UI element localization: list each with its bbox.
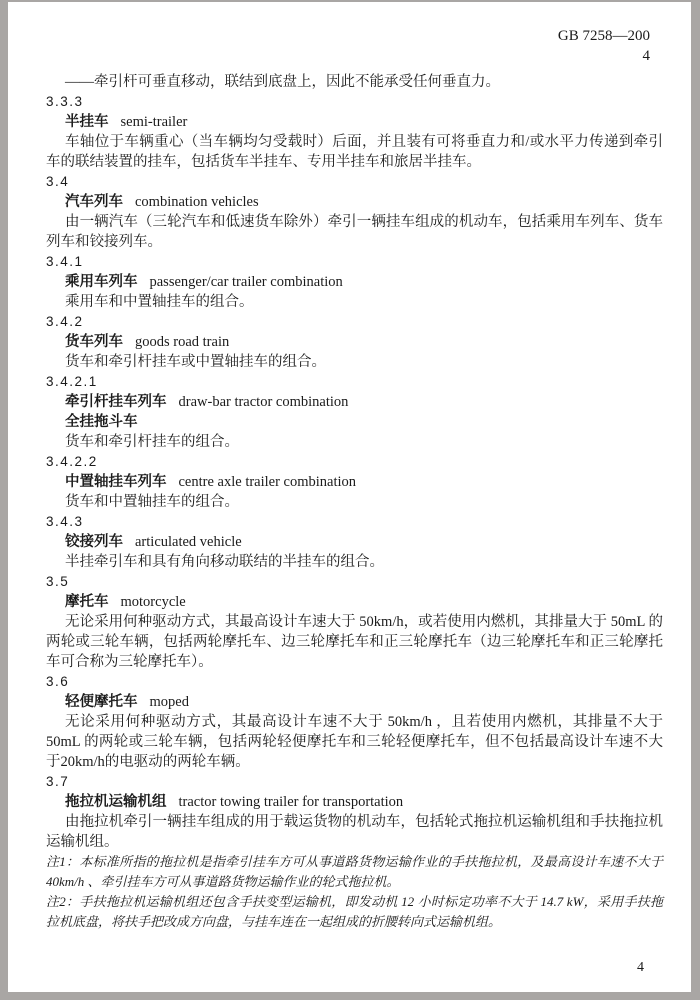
section-body — [46, 432, 663, 452]
definition-paragraph: 货车和中置轴挂车的组合。 — [65, 494, 239, 510]
section — [46, 772, 663, 852]
notes — [46, 852, 663, 932]
section-number: 3.6 — [46, 674, 70, 689]
section — [46, 92, 663, 172]
term-line — [46, 472, 663, 492]
term-chinese: 轻便摩托车 — [65, 694, 138, 710]
section-body — [46, 292, 663, 312]
note-paragraph: 注1：本标准所指的拖拉机是指牵引挂车方可从事道路货物运输作业的手扶拖拉机，及最高设计车速不大于 40km/h 、牵引挂车方可从事道路货物运输作业的轮式拖拉机。 — [46, 854, 663, 889]
term-line — [46, 532, 663, 552]
page-footer — [8, 932, 691, 978]
section — [46, 452, 663, 512]
term-line — [46, 792, 663, 812]
term-english: moped — [149, 694, 189, 710]
section — [46, 572, 663, 672]
sections — [46, 92, 663, 852]
section-body — [46, 712, 663, 772]
term-chinese: 半挂车 — [65, 114, 109, 130]
section — [46, 252, 663, 312]
section-number: 3.4.3 — [46, 514, 84, 529]
term-alias: 全挂拖斗车 — [65, 414, 138, 430]
term-chinese: 中置轴挂车列车 — [65, 474, 167, 490]
section — [46, 512, 663, 572]
doc-header — [8, 2, 691, 66]
term-english: centre axle trailer combination — [178, 474, 357, 490]
section-number: 3.4.1 — [46, 254, 84, 269]
section — [46, 672, 663, 772]
section-body — [46, 552, 663, 572]
document-page — [8, 2, 691, 992]
term-line — [46, 272, 663, 292]
term-english: goods road train — [135, 334, 230, 350]
definition-paragraph: 货车和牵引杆挂车的组合。 — [65, 434, 239, 450]
continuation-paragraph: ——牵引杆可垂直移动，联结到底盘上，因此不能承受任何垂直力。 — [65, 74, 500, 90]
term-english: draw-bar tractor combination — [178, 394, 349, 410]
term-chinese: 牵引杆挂车列车 — [65, 394, 167, 410]
term-line — [46, 192, 663, 212]
term-chinese: 铰接列车 — [65, 534, 123, 550]
page-number: 4 — [637, 960, 644, 975]
section-number: 3.4.2 — [46, 314, 84, 329]
term-line — [46, 332, 663, 352]
section — [46, 172, 663, 252]
section-number: 3.4.2.1 — [46, 374, 98, 389]
term-chinese: 乘用车列车 — [65, 274, 138, 290]
term-line — [46, 592, 663, 612]
term-english: motorcycle — [120, 594, 186, 610]
section-body — [46, 132, 663, 172]
section-number: 3.4 — [46, 174, 70, 189]
section-number: 3.5 — [46, 574, 70, 589]
term-english: tractor towing trailer for transportation — [178, 794, 404, 810]
definition-paragraph: 乘用车和中置轴挂车的组合。 — [65, 294, 254, 310]
term-line — [46, 392, 663, 412]
term-english: articulated vehicle — [135, 534, 242, 550]
doc-code-line2: 4 — [642, 48, 650, 64]
term-chinese: 拖拉机运输机组 — [65, 794, 167, 810]
section-body — [46, 212, 663, 252]
term-chinese: 摩托车 — [65, 594, 109, 610]
term-line — [46, 692, 663, 712]
term-chinese: 货车列车 — [65, 334, 123, 350]
page-content — [8, 66, 691, 932]
definition-paragraph: 货车和牵引杆挂车或中置轴挂车的组合。 — [65, 354, 326, 370]
note-paragraph: 注2：手扶拖拉机运输机组还包含手扶变型运输机，即发动机 12 小时标定功率不大于 14.7 kW，采用手扶拖拉机底盘，将扶手把改成方向盘，与挂车连在一起组成的折腰转向式运输机组。 — [46, 894, 663, 929]
section-number: 3.7 — [46, 774, 70, 789]
definition-paragraph: 车轴位于车辆重心（当车辆均匀受载时）后面，并且装有可将垂直力和/或水平力传递到牵引车的联结装置的挂车，包括货车半挂车、专用半挂车和旅居半挂车。 — [46, 134, 663, 170]
term-line — [46, 112, 663, 132]
section-body — [46, 812, 663, 852]
section-body — [46, 492, 663, 512]
section-body — [46, 612, 663, 672]
section-body — [46, 352, 663, 372]
term-english: combination vehicles — [135, 194, 259, 210]
doc-code-line1: GB 7258—200 — [557, 28, 650, 44]
definition-paragraph: 无论采用何种驱动方式，其最高设计车速不大于 50km/h ，且若使用内燃机，其排量不大于 50mL 的两轮或三轮车辆，包括两轮轻便摩托车和三轮轻便摩托车，但不包括最高设计车速不大于20km/h的电驱动的两轮车辆。 — [46, 714, 663, 770]
definition-paragraph: 半挂牵引车和具有角向移动联结的半挂车的组合。 — [65, 554, 384, 570]
section — [46, 372, 663, 452]
term-english: passenger/car trailer combination — [149, 274, 343, 290]
definition-paragraph: 无论采用何种驱动方式，其最高设计车速大于 50km/h，或若使用内燃机，其排量大于 50mL 的两轮或三轮车辆，包括两轮摩托车、边三轮摩托车和正三轮摩托车（边三轮摩托车和正三轮摩托车可合称为三轮摩托车）。 — [46, 614, 663, 670]
section-number: 3.4.2.2 — [46, 454, 98, 469]
section — [46, 312, 663, 372]
section-number: 3.3.3 — [46, 94, 84, 109]
definition-paragraph: 由拖拉机牵引一辆挂车组成的用于载运货物的机动车，包括轮式拖拉机运输机组和手扶拖拉机运输机组。 — [46, 814, 663, 850]
term-chinese: 汽车列车 — [65, 194, 123, 210]
definition-paragraph: 由一辆汽车（三轮汽车和低速货车除外）牵引一辆挂车组成的机动车，包括乘用车列车、货车列车和铰接列车。 — [46, 214, 663, 250]
term-english: semi-trailer — [120, 114, 188, 130]
